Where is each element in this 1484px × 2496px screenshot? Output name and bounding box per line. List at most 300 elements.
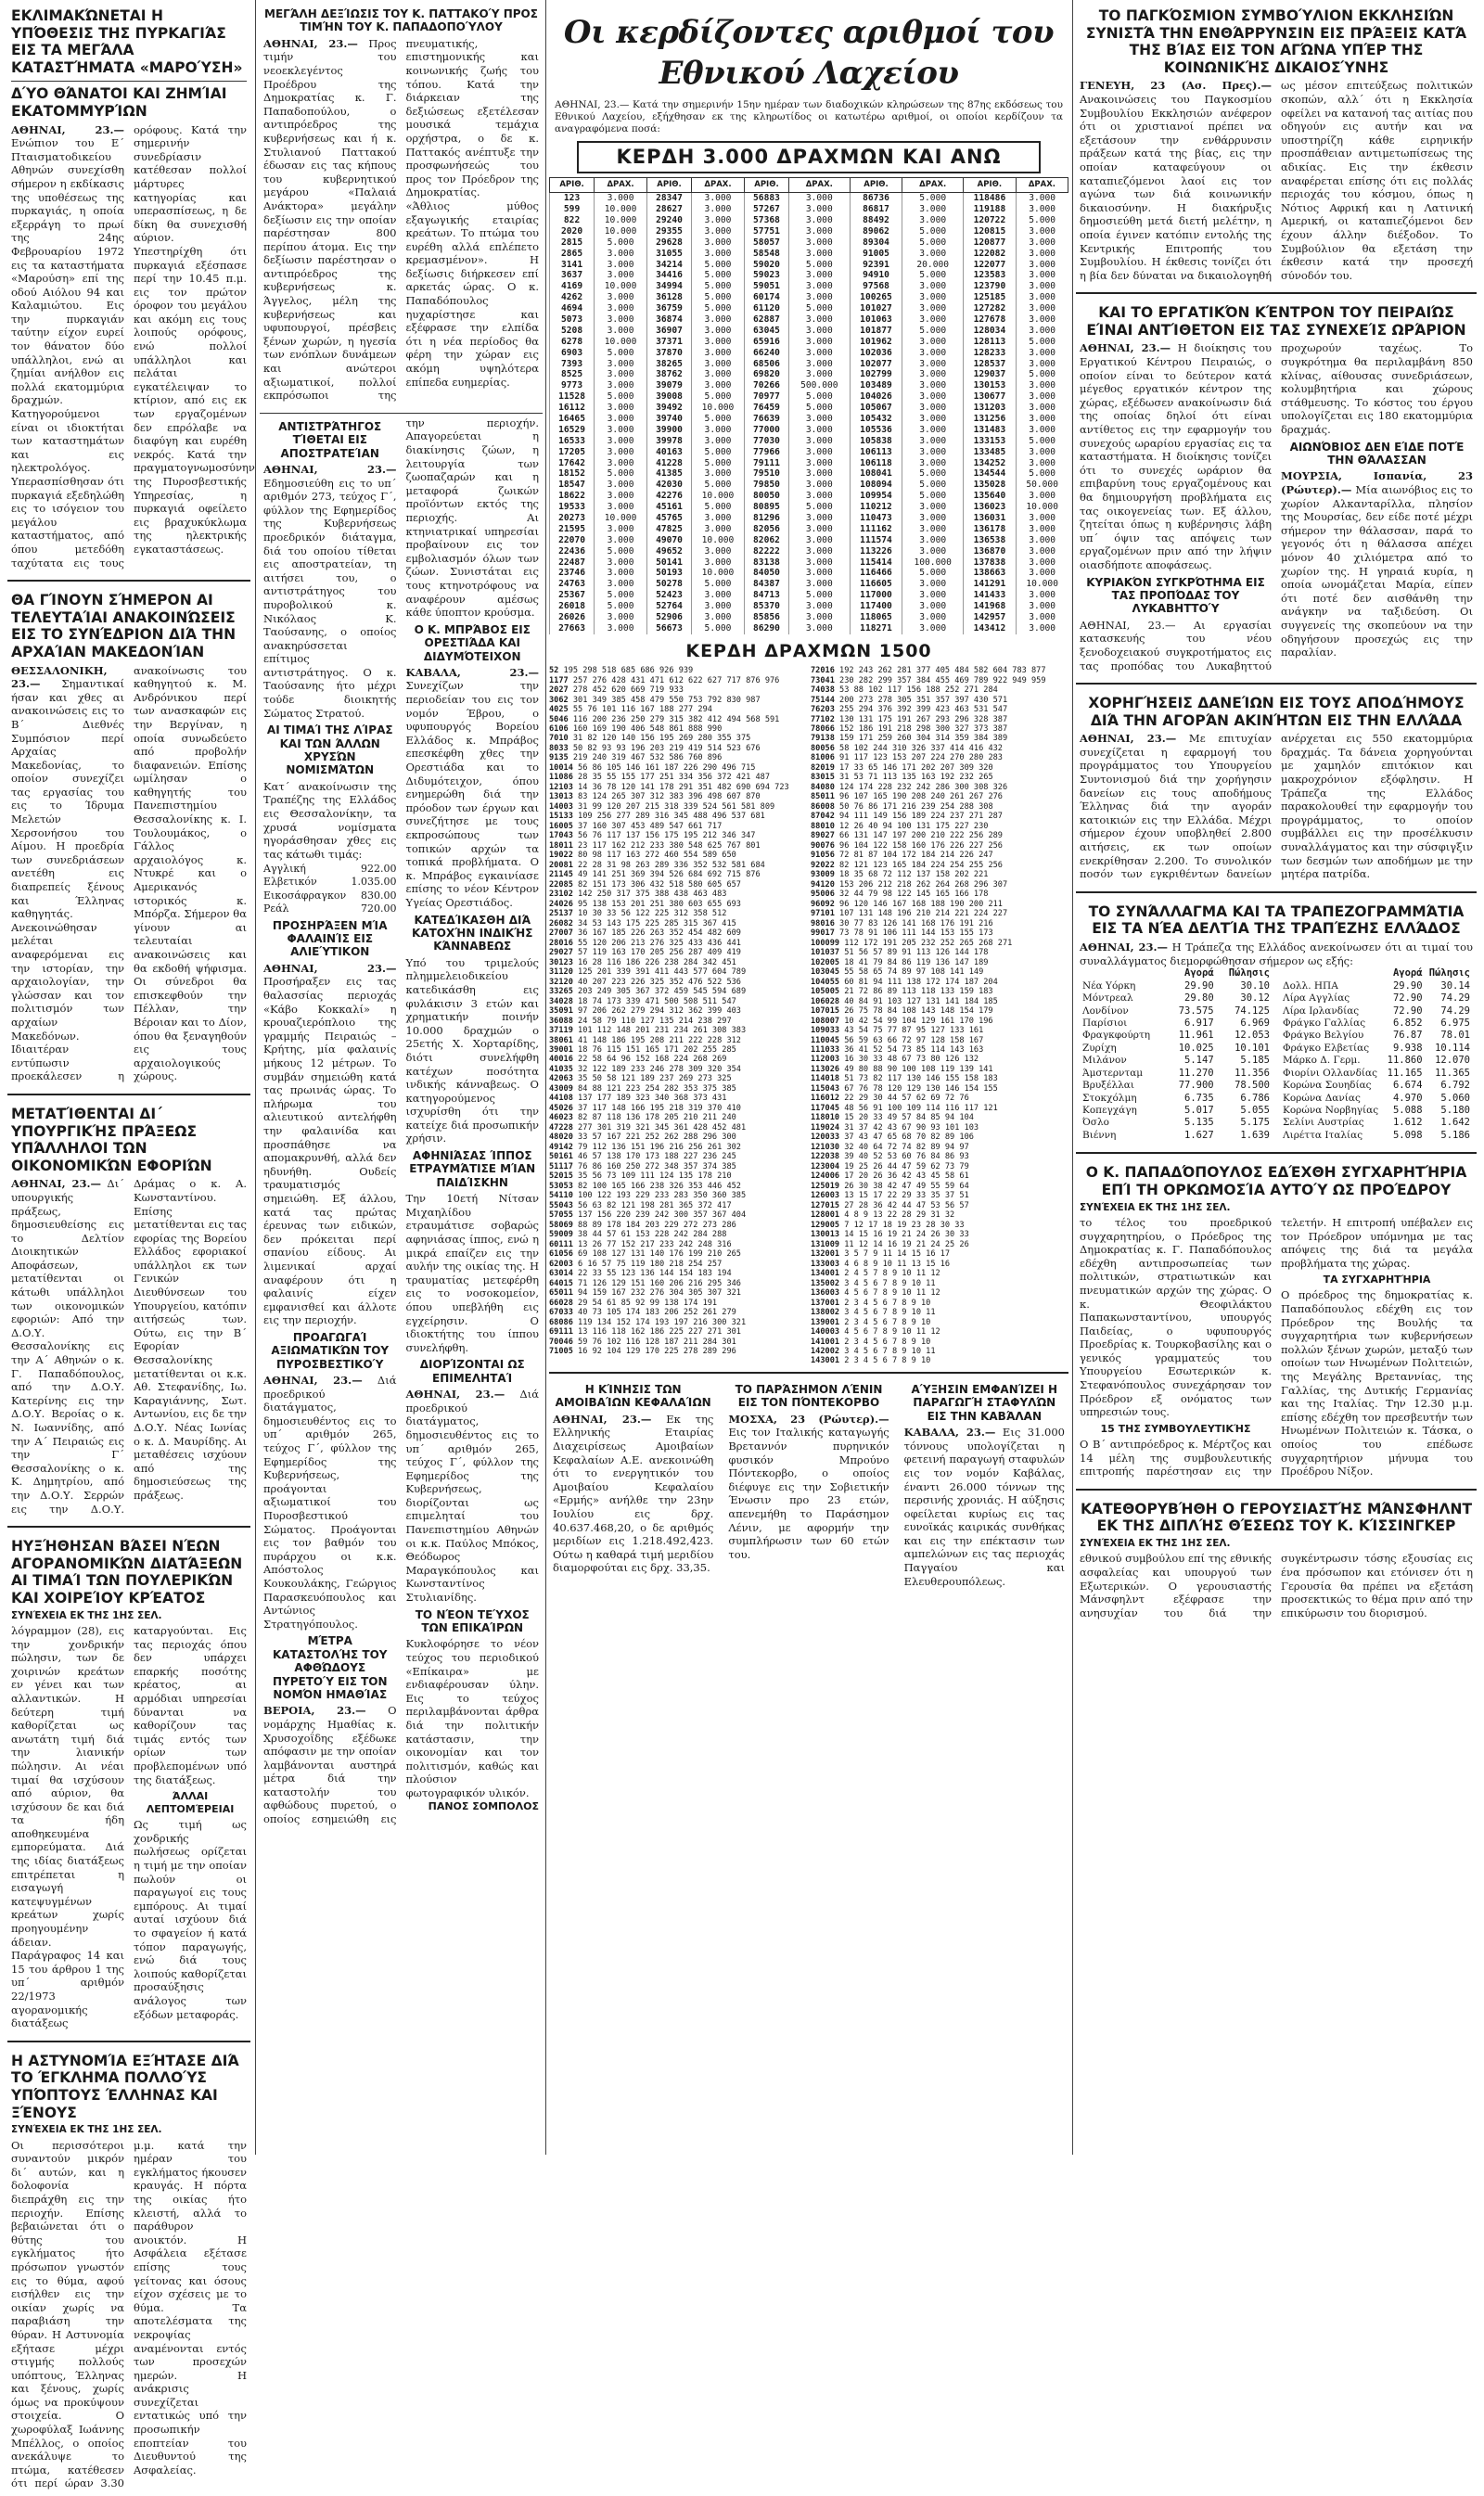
lottery-amount: 3.000 — [692, 215, 745, 226]
lottery-number: 599 — [550, 204, 595, 215]
lottery-number: 16112 — [550, 403, 595, 414]
lottery-1500-row — [811, 773, 1068, 782]
rates-currency: Σελίνι Αυστρίας — [1283, 1117, 1364, 1129]
lottery-number: 101063 — [850, 314, 902, 326]
lottery-1500-lead: 137001 — [811, 1298, 840, 1308]
lottery-row — [550, 193, 1068, 204]
lottery-amount: 3.000 — [1016, 557, 1068, 569]
lottery-amount: 3.000 — [902, 502, 964, 513]
lottery-1500-lead: 78066 — [811, 724, 835, 734]
lottery-amount: 3.000 — [595, 260, 647, 271]
lottery-1500-endings: 152 186 191 218 298 300 327 373 387 — [834, 724, 1008, 734]
lottery-amount: 5.000 — [789, 590, 851, 601]
lottery-1500-row — [549, 958, 807, 967]
lottery-1500-lead: 51117 — [549, 1161, 573, 1171]
rates-sell: 11.356 — [1235, 1067, 1270, 1079]
lottery-amount: 3.000 — [595, 403, 647, 414]
lottery-1500-endings: 66 131 147 197 200 210 222 256 289 — [834, 831, 1003, 841]
lottery-col-header-amount: ΔΡΑΧ. — [1016, 178, 1068, 193]
gold-price-list — [263, 863, 397, 915]
article-body: ΒΕΡΟΙΑ, 23.— Ο νομάρχης Ημαθίας κ. Χρυσοχοΐδης εξέδωκε απόφασιν με την οποίαν λαμβάνονται αυστηρά μέτρα διά την καταστολήν του αφθώδους πυρετού, ο οποίος εσημειώθη εις την περιοχήν. Απαγορεύεται η διακίνησις ζώων, η λειτουργία των ζωοπαζαρών και η μεταφορά ζωικών προϊόντων εκτός της περιοχής. Αι κτηνιατρικαί υπηρεσίαι προβαίνουν εις τον εμβολιασμόν όλων των ζώων. Συνιστάται εις τους κτηνοτρόφους να αναφέρουν αμέσως κάθε ύποπτον κρούσμα. — [263, 416, 539, 1826]
rates-row — [1080, 992, 1273, 1005]
lottery-amount: 5.000 — [692, 480, 745, 491]
lottery-number: 57267 — [744, 204, 788, 215]
lottery-number: 39492 — [646, 403, 691, 414]
lottery-1500-lead: 50161 — [549, 1152, 573, 1162]
lottery-amount: 3.000 — [902, 249, 964, 260]
lottery-1500-row — [549, 1230, 807, 1239]
lottery-1500-lead: 54110 — [549, 1191, 573, 1201]
lottery-1500-lead: 52 — [549, 666, 559, 676]
lottery-number: 134252 — [963, 458, 1016, 469]
lottery-number: 3637 — [550, 270, 595, 281]
lottery-amount: 3.000 — [692, 468, 745, 480]
lottery-1500-lead: 142002 — [811, 1347, 840, 1356]
lottery-amount: 3.000 — [1016, 513, 1068, 524]
lottery-1500-lead: 35091 — [549, 1006, 573, 1017]
lottery-amount: 5.000 — [789, 260, 851, 271]
lottery-number: 31055 — [646, 249, 691, 260]
rates-buy: 6.735 — [1184, 1092, 1214, 1104]
rates-row — [1280, 1130, 1473, 1142]
lottery-number: 105432 — [850, 414, 902, 425]
lottery-number: 128034 — [963, 326, 1016, 337]
rates-currency: Φραγκφούρτη — [1082, 1030, 1151, 1042]
lottery-number: 105536 — [850, 425, 902, 436]
rates-currency: Λονδίνον — [1082, 1005, 1129, 1017]
lottery-number: 16465 — [550, 414, 595, 425]
rates-currency: Άμστερνταμ — [1082, 1067, 1144, 1079]
article-headline: ΚΑΙ ΤΟ ΕΡΓΑΤΙΚΌΝ ΚΈΝΤΡΟΝ ΤΟΥ ΠΕΙΡΑΙΏΣ ΕΊΝΑΙ ΑΝΤΊΘΕΤΟΝ ΕΙΣ ΤΑΣ ΣΥΝΕΧΕΊΣ ΩΡΆΡΙΟΝ — [1086, 304, 1466, 339]
rates-currency: Φράγκο Ελβετίας — [1283, 1042, 1370, 1054]
rates-row — [1280, 1117, 1473, 1129]
article-macedonia-congress — [7, 584, 250, 1089]
lottery-1500-endings: 119 134 152 174 193 197 216 300 321 — [572, 1317, 747, 1327]
rates-row — [1080, 1093, 1273, 1105]
rates-row — [1280, 980, 1473, 992]
lottery-row — [550, 601, 1068, 612]
lottery-1500-lead: 26082 — [549, 918, 573, 928]
lottery-amount: 3.000 — [789, 491, 851, 502]
lottery-1500-endings: 142 250 317 375 388 438 463 483 — [572, 890, 727, 900]
article-body: ΑΘΗΝΑΙ, 23.— Με επιτυχίαν συνεχίζεται η εφαρμογή του προγράμματος του Υπουργείου Συντονισμού διά την χορήγησιν δανείων εις τους αποδήμους Έλληνας διά την αγοράν κατοικιών εις την Ελλάδα. Μέχρι σήμερον έχουν υποβληθεί 2.800 αιτήσεις, εκ των οποίων ενεκρίθησαν 2.200. Το συνολικόν ποσόν των εγκριθέντων δανείων ανέρχεται εις 550 εκατομμύρια δραχμάς. Τα δάνεια χορηγούνται με χαμηλόν επιτόκιον και μακροχρόνιον εξόφλησιν. Η Τράπεζα της Ελλάδος παρακολουθεί την εφαρμογήν του προγράμματος, το οποίον συμβάλλει εις την προσέλκυσιν συναλλάγματος και την σύσφιγξιν των δεσμών των αποδήμων με την μητέρα πατρίδα. — [1080, 732, 1473, 881]
lottery-1500-lead: 109033 — [811, 1026, 840, 1036]
lottery-number: 58057 — [744, 237, 788, 249]
lottery-amount: 3.000 — [789, 436, 851, 447]
lottery-number: 103489 — [850, 380, 902, 391]
lottery-1500-endings: 46 57 138 170 173 188 227 236 245 — [572, 1152, 736, 1162]
lottery-1500-lead: 89027 — [811, 831, 835, 841]
lottery-number: 76459 — [744, 403, 788, 414]
lottery-1500-row — [811, 1162, 1068, 1171]
lottery-1500-endings: 36 167 185 226 263 352 454 482 609 — [572, 928, 741, 939]
lottery-1500-row — [811, 1318, 1068, 1327]
article-headline: ΘΑ ΓΊΝΟΥΝ ΣΉΜΕΡΟΝ ΑΙ ΤΕΛΕΥΤΑΊΑΙ ΑΝΑΚΟΙΝΏΣΕΙΣ ΕΙΣ ΤΟ ΣΥΝΈΔΡΙΟΝ ΔΙΆ ΤΗΝ ΑΡΧΑΊΑΝ ΜΑΚΕΔΟΝΊΑΝ — [11, 592, 237, 660]
lottery-1500-row — [549, 1171, 807, 1181]
lottery-amount: 3.000 — [1016, 458, 1068, 469]
lottery-row — [550, 369, 1068, 380]
lottery-1500-row — [811, 734, 1068, 743]
lottery-1500-row — [549, 763, 807, 773]
lottery-1500-endings: 79 112 136 151 196 216 256 261 302 — [572, 1142, 741, 1152]
lottery-number: 40163 — [646, 447, 691, 458]
lottery-amount: 3.000 — [789, 281, 851, 292]
lottery-amount: 5.000 — [789, 303, 851, 314]
lottery-number: 80050 — [744, 491, 788, 502]
lottery-amount: 3.000 — [692, 193, 745, 204]
rates-sell: 6.975 — [1440, 1017, 1470, 1029]
lottery-number: 58548 — [744, 249, 788, 260]
lottery-row — [550, 480, 1068, 491]
lottery-1500-row — [811, 939, 1068, 948]
lottery-1500-endings: 76 86 160 250 272 348 357 374 385 — [572, 1161, 736, 1171]
lottery-1500-row — [811, 1036, 1068, 1045]
lottery-1500-row — [549, 1210, 807, 1220]
lottery-amount: 10.000 — [1016, 579, 1068, 590]
lottery-1500-endings: 107 131 148 196 210 214 221 224 227 — [834, 909, 1008, 919]
lottery-col-header-number: ΑΡΙΘ. — [963, 178, 1016, 193]
lottery-1500-endings: 32 44 79 98 122 145 165 166 178 — [834, 890, 989, 900]
rates-row — [1080, 1005, 1273, 1018]
lottery-row — [550, 326, 1068, 337]
lottery-1500-endings: 14 36 78 120 141 178 291 351 482 690 694 723 — [572, 782, 789, 792]
lottery-1500-row — [811, 1123, 1068, 1133]
lottery-1500-row — [549, 802, 807, 812]
lottery-1500-endings: 49 80 88 90 100 108 119 139 141 — [839, 1064, 993, 1074]
article-subheadline: ΔΎΟ ΘΆΝΑΤΟΙ ΚΑΙ ΖΗΜΊΑΙ ΕΚΑΤΟΜΜΥΡΊΩΝ — [11, 85, 227, 120]
lottery-row — [550, 447, 1068, 458]
lottery-amount: 3.000 — [692, 337, 745, 348]
lottery-amount: 3.000 — [902, 414, 964, 425]
article-pattakos-reception — [260, 0, 543, 408]
lottery-amount: 3.000 — [1016, 524, 1068, 535]
lottery-amount: 5.000 — [692, 270, 745, 281]
article-body-3: Ο πρόεδρος της δημοκρατίας κ. Παπαδόπουλος εδέχθη εις τον Πρόεδρον της Βουλής τα συγχαρητήρια των κυβερνήσεων πολλών ξένων χωρών, μεταξύ των οποίων των Ηνωμένων Πολιτειών, της Μεγάλης Βρεταννίας, της Γαλλίας, της Δυτικής Γερμανίας και της Ιταλίας. Την 12.30 μ.μ. επίσης εδέχθη τον πρεσβευτήν των Ηνωμένων Πολιτειών κ. Τάσκα, ο οποίος του επέδωσε συγχαρητήριον μήνυμα του Προέδρου Νίξον. — [1281, 1288, 1473, 1478]
lottery-1500-lead: 102005 — [811, 957, 840, 967]
lottery-1500-endings: 4 8 9 13 22 28 29 31 32 — [839, 1210, 955, 1221]
lottery-1500-endings: 72 81 87 104 172 184 214 226 247 — [834, 851, 993, 861]
lottery-amount: 3.000 — [1016, 249, 1068, 260]
lottery-1500-endings: 230 282 299 357 384 455 469 789 922 949 959 — [834, 675, 1046, 685]
lottery-1500-row — [549, 705, 807, 714]
lottery-1500-lead: 28016 — [549, 938, 573, 948]
lottery-amount: 10.000 — [595, 215, 647, 226]
article-body: ΑΘΗΝΑΙ, 23.— Εκ της Ελληνικής Εταιρίας Διαχειρίσεως Αμοιβαίων Κεφαλαίων Α.Ε. ανεκοινώθη ότι το ενεργητικόν του Αμοιβαίου Κεφαλαίου «Ερμής» ανήλθε την 23ην Ιουλίου εις δρχ. 40.637.468,20, ο δε αριθμός μεριδίων εις 1.218.492,423. Ούτω η καθαρά τιμή μεριδίου διαμορφούται εις δρχ. 33,35. — [553, 1412, 714, 1575]
lottery-number: 123583 — [963, 270, 1016, 281]
lottery-1500-row — [549, 724, 807, 734]
lottery-number: 115414 — [850, 557, 902, 569]
lottery-amount: 5.000 — [902, 193, 964, 204]
lottery-1500-row — [549, 1347, 807, 1356]
lottery-number: 41228 — [646, 458, 691, 469]
lottery-number: 52906 — [646, 612, 691, 623]
lottery-1500-row — [811, 1338, 1068, 1347]
lottery-1500-lead: 73041 — [811, 675, 835, 685]
continued-label: ΣΥΝΈΧΕΙΑ ΕΚ ΤΗΣ 1ΗΣ ΣΕΛ. — [11, 1609, 162, 1621]
lottery-1500-endings: 4 6 8 9 10 11 13 15 16 — [839, 1259, 951, 1269]
rates-sell: 78.01 — [1440, 1030, 1470, 1042]
lottery-1500-endings: 82 151 173 306 432 518 580 605 657 — [572, 879, 741, 890]
lottery-1500-lead: 117045 — [811, 1103, 840, 1113]
rates-row — [1080, 1068, 1273, 1080]
lottery-number: 97568 — [850, 281, 902, 292]
lottery-number: 5073 — [550, 314, 595, 326]
article-headline: ΜΕΓΆΛΗ ΔΕΞΊΩΣΙΣ ΤΟΥ Κ. ΠΑΤΤΑΚΟΎ ΠΡΟΣ ΤΙΜΉΝ ΤΟΥ Κ. ΠΑΠΑΔΟΠΟΎΛΟΥ — [264, 7, 538, 34]
article-body-centenarian: ΜΟΥΡΣΙΑ, Ισπανία, 23 (Ρώυτερ).— Μία αιωνόβιος εις το χωρίον Αλκανταρίλλα, πλησίον της Μουρσίας, δεν είδε ποτέ μέχρι σήμερον την θάλασσαν, παρά το γεγονός ότι η θάλασσα απέχει μόνον 40 χιλιόμετρα από το χωρίον της. Η γηραιά κυρία, η οποία ωνομάζεται Μαρία, είπεν ότι ποτέ δεν αισθάνθη την ανάγκην να ταξιδεύση. Οι συγγενείς της σκοπεύουν να την οδηγήσουν προσεχώς εις την παραλίαν. — [1281, 469, 1473, 659]
article-headline: Ο Κ. ΜΠΡΆΒΟΣ ΕΙΣ ΟΡΕΣΤΙΆΔΑ ΚΑΙ ΔΙΔΥΜΌΤΕΙΧΟΝ — [414, 622, 531, 663]
lottery-1500-lead: 75144 — [811, 695, 835, 705]
lottery-amount: 3.000 — [595, 557, 647, 569]
lottery-1500-lead: 111033 — [811, 1044, 840, 1055]
lottery-1500-endings: 257 276 428 431 471 612 622 627 717 876 976 — [568, 675, 780, 685]
lottery-amount: 3.000 — [789, 513, 851, 524]
lottery-amount: 3.000 — [692, 513, 745, 524]
lottery-1500-row — [811, 1347, 1068, 1356]
lottery-1500-lead: 39001 — [549, 1044, 573, 1055]
lottery-1500-row — [811, 1260, 1068, 1269]
lottery-1500-row — [549, 928, 807, 938]
lottery-1500-lead: 98016 — [811, 918, 835, 928]
article-subhead-2: ΤΑ ΣΥΓΧΑΡΗΤΉΡΙΑ — [1323, 1274, 1431, 1286]
rates-sell: 74.29 — [1440, 992, 1470, 1005]
lottery-row — [550, 359, 1068, 370]
lottery-number: 131203 — [963, 403, 1016, 414]
lottery-amount: 3.000 — [1016, 226, 1068, 237]
lottery-1500-endings: 159 171 259 260 304 314 359 384 389 — [834, 734, 1008, 744]
lottery-band-1500: ΚΕΡΔΗ ΔΡΑΧΜΩΝ 1500 — [685, 640, 932, 661]
rates-sell: 10.101 — [1235, 1042, 1270, 1054]
lottery-1500-row — [549, 1162, 807, 1171]
lottery-col-header-amount: ΔΡΑΧ. — [902, 178, 964, 193]
lottery-1500-lead: 48020 — [549, 1133, 573, 1143]
continued-label: ΣΥΝΈΧΕΙΑ ΕΚ ΤΗΣ 1ΗΣ ΣΕΛ. — [1080, 1201, 1231, 1213]
lottery-number: 82062 — [744, 535, 788, 546]
lottery-1500-lead: 118010 — [811, 1113, 840, 1123]
rates-buy: 9.938 — [1392, 1042, 1423, 1054]
lottery-amount: 5.000 — [595, 468, 647, 480]
lottery-1500-endings: 100 122 193 229 233 283 350 360 385 — [572, 1191, 747, 1201]
rates-currency: Νέα Υόρκη — [1082, 979, 1136, 992]
lottery-row — [550, 436, 1068, 447]
lottery-amount: 3.000 — [789, 524, 851, 535]
lottery-number: 102799 — [850, 369, 902, 380]
article-body: το τέλος του προεδρικού συγχαρητηρίου, ο Πρόεδρος της Δημοκρατίας κ. Γ. Παπαδόπουλος εδέχθη αντιπροσωπείας των πολιτικών, στρατιωτικών και πνευματικών αρχών της χώρας. Ο κ. Θεοφιλάκτου Παπακωνσταντίνου, υπουργός Παιδείας, ο υφυπουργός Προεδρίας κ. Τουρκοβασίλης και ο γενικός γραμματεύς του Υπουργείου Εσωτερικών κ. Στεφανόπουλος συνεχάρησαν τον Πρόεδρον εξ ονόματος των υπηρεσιών τους. — [1080, 1215, 1272, 1419]
lottery-number: 110212 — [850, 502, 902, 513]
lottery-1500-row — [811, 783, 1068, 792]
lottery-1500-endings: 6 16 57 75 119 180 218 254 257 — [572, 1259, 723, 1269]
lottery-amount: 3.000 — [595, 447, 647, 458]
lottery-1500-lead: 3062 — [549, 695, 569, 705]
lottery-number: 18547 — [550, 480, 595, 491]
lottery-1500-endings: 50 82 93 93 196 203 219 419 514 523 676 — [568, 743, 761, 753]
lottery-amount: 3.000 — [789, 193, 851, 204]
rates-header-sell: Πώλησις — [1228, 967, 1270, 979]
lottery-amount: 3.000 — [692, 237, 745, 249]
lottery-1500-lead: 65011 — [549, 1288, 573, 1299]
lottery-1500-row — [811, 1143, 1068, 1152]
article-body: ΑΘΗΝΑΙ, 23.— Προσήραξεν εις τας θαλασσίας περιοχάς «Κάβο Κοκκαλί» η κρουαζιερόπλοιο της γραμμής Πειραιώς – Κρήτης, μία φαλαινίς μήκους 12 μέτρων. Το συμβάν σημειώθη κατά τας πρωινάς ώρας. Το πλήρωμα του αλιευτικού αντελήφθη την φαλαινίδα και προσπάθησε να απομακρυνθή, αλλά δεν ηδυνήθη. Ουδείς τραυματισμός σημειώθη. Εξ άλλου, κατά τας πρώτας έρευνας των ειδικών, δεν πρόκειται περί σπανίου είδους. Αι λιμενικαί αρχαί αναφέρουν ότι η φαλαινίς είχεν εμφανισθεί και άλλοτε εις την περιοχήν. — [263, 961, 397, 1327]
lottery-number: 86290 — [744, 623, 788, 634]
lottery-1500-row — [549, 1143, 807, 1152]
lottery-1500-row — [549, 1260, 807, 1269]
lottery-amount: 5.000 — [902, 326, 964, 337]
rates-row — [1280, 1080, 1473, 1092]
lottery-number: 77030 — [744, 436, 788, 447]
lottery-amount: 3.000 — [789, 579, 851, 590]
lottery-1500-lead: 9135 — [549, 753, 569, 763]
lottery-1500-row — [811, 1065, 1068, 1074]
rates-buy: 10.025 — [1178, 1042, 1214, 1054]
lottery-amount: 3.000 — [789, 237, 851, 249]
rates-buy: 29.90 — [1392, 979, 1423, 992]
lottery-1500-endings: 28 35 55 155 177 251 334 356 372 421 487 — [572, 773, 771, 783]
lottery-row — [550, 303, 1068, 314]
lottery-1500-lead: 94120 — [811, 879, 835, 890]
lottery-1500-endings: 43 54 75 77 87 95 127 133 161 — [839, 1026, 984, 1036]
rates-buy: 73.575 — [1178, 1005, 1214, 1017]
lottery-1500-row — [811, 705, 1068, 714]
lottery-1500-endings: 82 87 118 136 178 205 210 211 240 — [572, 1113, 736, 1123]
lottery-number: 105067 — [850, 403, 902, 414]
lottery-number: 138663 — [963, 568, 1016, 579]
lottery-1500-lead: 104055 — [811, 977, 840, 987]
lottery-row — [550, 226, 1068, 237]
lottery-1500-lead: 141001 — [811, 1337, 840, 1347]
lottery-1500-row — [549, 1299, 807, 1308]
lottery-row — [550, 237, 1068, 249]
lottery-number: 143412 — [963, 623, 1016, 634]
lottery-1500-lead: 72016 — [811, 666, 835, 676]
lottery-1500-row — [811, 1279, 1068, 1288]
article-headline: ΑΦΗΝΙΆΣΑΣ ΊΠΠΟΣ ΕΤΡΑΥΜΆΤΙΣΕ ΜΊΑΝ ΠΑΙΔΊΣΚΗΝ — [409, 1149, 536, 1189]
lottery-amount: 3.000 — [595, 458, 647, 469]
lottery-number: 137838 — [963, 557, 1016, 569]
lottery-1500-endings: 195 298 518 685 686 926 939 — [558, 666, 694, 676]
lottery-1500-row — [811, 928, 1068, 938]
lottery-1500-lead: 14003 — [549, 801, 573, 812]
article-appointments — [406, 1358, 540, 1604]
lottery-amount: 5.000 — [692, 292, 745, 303]
rates-row — [1080, 1043, 1273, 1055]
lottery-1500-lead: 61056 — [549, 1249, 573, 1260]
lottery-1500-row — [811, 1249, 1068, 1259]
rates-currency: Βρυξέλλαι — [1082, 1080, 1135, 1092]
lottery-number: 136023 — [963, 502, 1016, 513]
rates-currency: Μόντρεαλ — [1082, 992, 1133, 1005]
rates-buy: 6.917 — [1184, 1017, 1214, 1029]
lottery-number: 120722 — [963, 215, 1016, 226]
lottery-number: 56883 — [744, 193, 788, 204]
lottery-number: 94910 — [850, 270, 902, 281]
lottery-number: 105838 — [850, 436, 902, 447]
lottery-number: 122077 — [963, 260, 1016, 271]
lottery-amount: 5.000 — [902, 468, 964, 480]
lottery-1500-lead: 46023 — [549, 1113, 573, 1123]
lottery-row — [550, 403, 1068, 414]
lottery-1500-endings: 51 73 82 117 130 146 155 158 183 — [839, 1074, 998, 1084]
lottery-1500-row — [811, 851, 1068, 860]
lottery-number: 29355 — [646, 226, 691, 237]
lottery-1500-lead: 64015 — [549, 1278, 573, 1288]
lottery-1500-lead: 99017 — [811, 928, 835, 939]
rates-currency: Ζυρίχη — [1082, 1042, 1117, 1054]
lottery-1500-endings: 51 56 57 89 91 113 126 144 178 — [839, 948, 989, 958]
lottery-amount: 3.000 — [1016, 237, 1068, 249]
lottery-amount: 3.000 — [1016, 590, 1068, 601]
rates-row — [1280, 1005, 1473, 1018]
lottery-1500-row — [549, 1065, 807, 1074]
lottery-number: 34416 — [646, 270, 691, 281]
lottery-1500-lead: 6106 — [549, 724, 569, 734]
lottery-amount: 5.000 — [595, 348, 647, 359]
lottery-1500-lead: 93009 — [811, 870, 835, 880]
lottery-1500-row — [811, 744, 1068, 753]
lottery-1500-lead: 139001 — [811, 1317, 840, 1327]
lottery-1500-row — [811, 1201, 1068, 1210]
article-headline: ΚΑΤΕΔΊΚΑΣΘΗ ΔΙΆ ΚΑΤΟΧΉΝ ΙΝΔΙΚΉΣ ΚΆΝΝΑΒΕΩΣ — [412, 913, 533, 954]
lottery-1500-lead: 67033 — [549, 1308, 573, 1318]
article-meat-prices — [7, 1530, 250, 2036]
lottery-amount: 3.000 — [902, 314, 964, 326]
rates-row — [1280, 1055, 1473, 1067]
article-headline-centenarian: ΑΙΩΝΌΒΙΟΣ ΔΕΝ ΕΊΔΕ ΠΟΤΈ ΤΗΝ ΘΆΛΑΣΣΑΝ — [1289, 440, 1465, 467]
lottery-1500-endings: 80 98 117 163 272 460 554 589 650 — [572, 851, 736, 861]
lottery-1500-row — [549, 783, 807, 792]
lottery-amount: 50.000 — [1016, 480, 1068, 491]
lottery-1500-endings: 71 126 129 151 160 206 216 295 346 — [572, 1278, 741, 1288]
rates-sell: 5.055 — [1240, 1105, 1270, 1117]
lottery-number: 127678 — [963, 314, 1016, 326]
lottery-number: 130153 — [963, 380, 1016, 391]
lottery-1500-row — [549, 744, 807, 753]
lottery-1500-endings: 19 25 26 44 47 59 62 73 79 — [839, 1161, 969, 1171]
rates-buy: 11.860 — [1387, 1055, 1423, 1067]
lottery-1500-lead: 120033 — [811, 1133, 840, 1143]
lottery-amount: 3.000 — [1016, 623, 1068, 634]
lottery-number: 25367 — [550, 590, 595, 601]
lottery-number: 7393 — [550, 359, 595, 370]
lottery-1500-row — [811, 1288, 1068, 1298]
article-body: ΑΘΗΝΑΙ, 23.— Διά προεδρικού διατάγματος, δημοσιευθέντος εις το υπ΄ αριθμόν 265, τεύχος Γ΄, φύλλον της Εφημερίδος της Κυβερνήσεως, προάγονται αξιωματικοί του Πυροσβεστικού Σώματος. Προάγονται εις τον βαθμόν του πυράρχου οι κ.κ. Απόστολος Κουκουλάκης, Γεώργιος Παρασκευόπουλος και Αντώνιος Στρατηγόπουλος. — [263, 1374, 397, 1631]
lottery-1500-endings: 88 89 178 184 203 229 272 273 286 — [572, 1220, 736, 1230]
lottery-1500-row — [811, 1269, 1068, 1278]
lottery-amount: 5.000 — [1016, 436, 1068, 447]
lottery-number: 86736 — [850, 193, 902, 204]
lottery-amount: 5.000 — [1016, 468, 1068, 480]
lottery-amount: 3.000 — [789, 468, 851, 480]
article-police-crime — [7, 2045, 250, 2496]
lottery-number: 4169 — [550, 281, 595, 292]
rates-currency: Φράγκο Γαλλίας — [1283, 1017, 1366, 1029]
article-horse — [406, 1149, 540, 1354]
lottery-amount: 3.000 — [595, 193, 647, 204]
rates-sell: 5.185 — [1240, 1055, 1270, 1067]
gold-price-row: Αγγλική 922.00 — [263, 863, 397, 876]
article-headline: Ο Κ. ΠΑΠΑΔΌΠΟΥΛΟΣ ΕΔΈΧΘΗ ΣΥΓΧΑΡΗΤΉΡΙΑ ΕΠΊ ΤΗ ΟΡΚΩΜΟΣΊΑ ΑΥΤΟΎ ΩΣ ΠΡΟΈΔΡΟΥ — [1085, 1164, 1467, 1198]
lottery-amount: 3.000 — [1016, 359, 1068, 370]
lottery-number: 42276 — [646, 491, 691, 502]
lottery-1500-endings: 255 294 376 392 399 423 463 531 547 — [834, 705, 1008, 715]
lottery-1500-endings: 32 40 64 72 74 82 89 94 97 — [839, 1142, 969, 1152]
rates-sell: 10.114 — [1435, 1042, 1470, 1054]
lottery-number: 4694 — [550, 303, 595, 314]
lottery-number: 83138 — [744, 557, 788, 569]
lottery-amount: 3.000 — [1016, 260, 1068, 271]
lottery-band-3000: ΚΕΡΔΗ 3.000 ΔΡΑΧΜΩΝ ΚΑΙ ΑΝΩ — [577, 141, 1041, 173]
lottery-number: 36907 — [646, 326, 691, 337]
rates-buy: 11.270 — [1178, 1067, 1214, 1079]
article-cannabis — [406, 914, 540, 1146]
